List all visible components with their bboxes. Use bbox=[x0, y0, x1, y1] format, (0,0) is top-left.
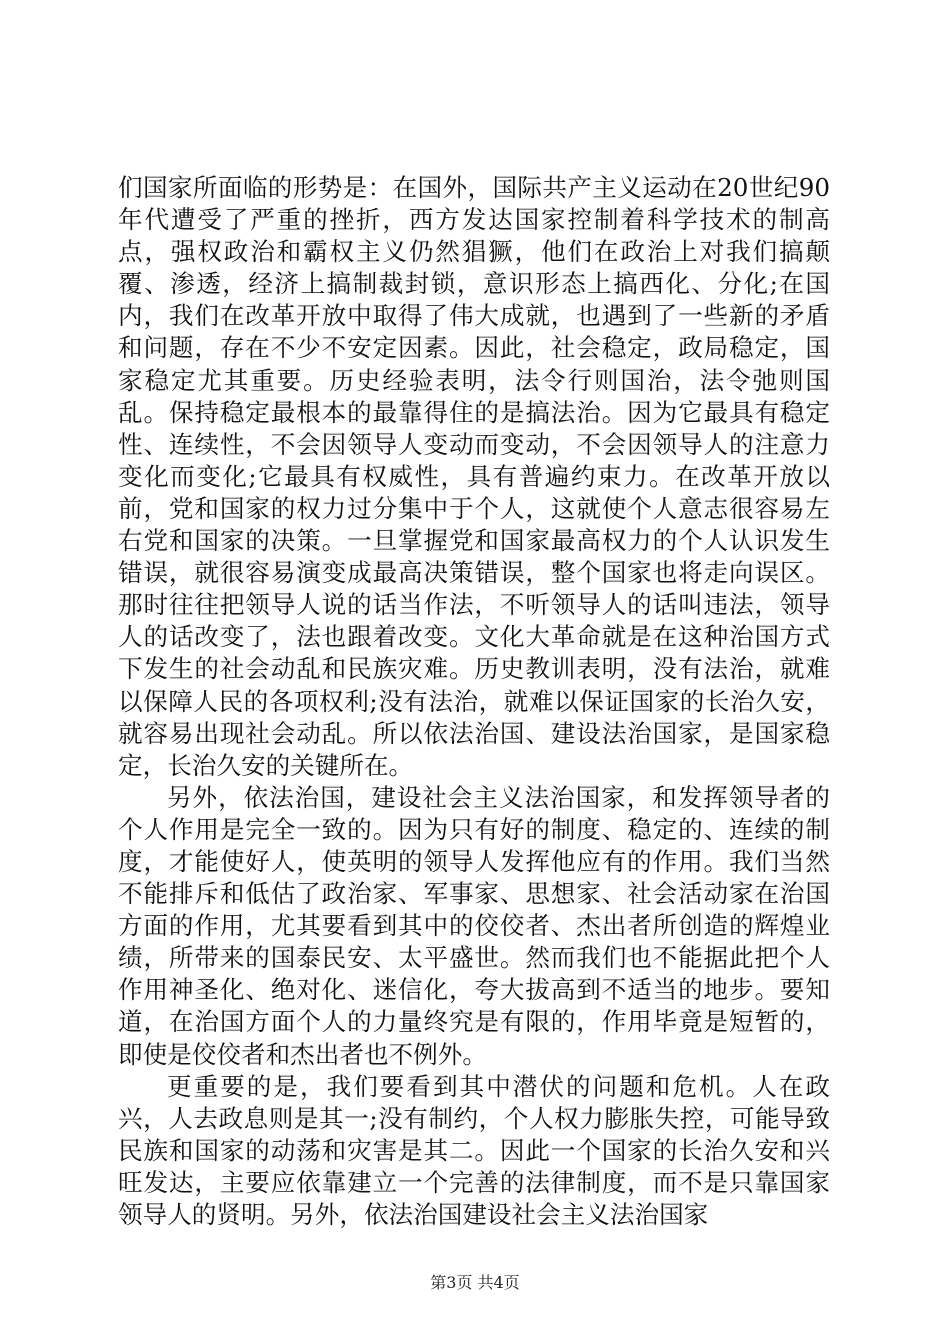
page-footer: 第3页 共4页 bbox=[430, 1273, 520, 1292]
body-text bbox=[118, 172, 830, 1231]
paragraph-2: 另外，依法治国，建设社会主义法治国家，和发挥领导者的个人作用是完全一致的。因为只有好的制度、稳定的、连续的制度，才能使好人，使英明的领导人发挥他应有的作用。我们当然不能排斥和低估了政治家、军事家、思想家、社会活动家在治国方面的作用，尤其要看到其中的佼佼者、杰出者所创造的辉煌业绩，所带来的国泰民安、太平盛世。然而我们也不能据此把个人作用神圣化、绝对化、迷信化，夸大拔高到不适当的地步。要知道，在治国方面个人的力量终究是有限的，作用毕竟是短暂的，即使是佼佼者和杰出者也不例外。 bbox=[118, 782, 830, 1069]
paragraph-1: 们国家所面临的形势是：在国外，国际共产主义运动在20世纪90年代遭受了严重的挫折，西方发达国家控制着科学技术的制高点，强权政治和霸权主义仍然猖獗，他们在政治上对我们搞颠覆、渗透，经济上搞制裁封锁，意识形态上搞西化、分化;在国内，我们在改革开放中取得了伟大成就，也遇到了一些新的矛盾和问题，存在不少不安定因素。因此，社会稳定，政局稳定，国家稳定尤其重要。历史经验表明，法令行则国治，法令弛则国乱。保持稳定最根本的最靠得住的是搞法治。因为它最具有稳定性、连续性，不会因领导人变动而变动，不会因领导人的注意力变化而变化;它最具有权威性，具有普遍约束力。在改革开放以前，党和国家的权力过分集中于个人，这就使个人意志很容易左右党和国家的决策。一旦掌握党和国家最高权力的个人认识发生错误，就很容易演变成最高决策错误，整个国家也将走向误区。那时往往把领导人说的话当作法，不听领导人的话叫违法，领导人的话改变了，法也跟着改变。文化大革命就是在这种治国方式下发生的社会动乱和民族灾难。历史教训表明，没有法治，就难以保障人民的各项权利;没有法治，就难以保证国家的长治久安，就容易出现社会动乱。所以依法治国、建设法治国家，是国家稳定，长治久安的关键所在。 bbox=[118, 173, 830, 780]
paragraph-3: 更重要的是，我们要看到其中潜伏的问题和危机。人在政兴，人去政息则是其一;没有制约，个人权力膨胀失控，可能导致民族和国家的动荡和灾害是其二。因此一个国家的长治久安和兴旺发达，主要应依靠建立一个完善的法律制度，而不是只靠国家领导人的贤明。另外，依法治国建设社会主义法治国家 bbox=[118, 1071, 830, 1229]
